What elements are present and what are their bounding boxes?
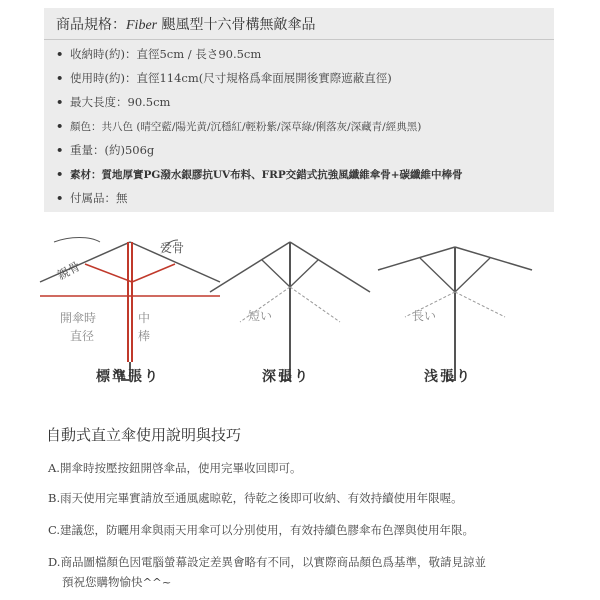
label-shaft-2: 棒 [138,329,151,343]
bullet: • [56,191,64,205]
caption-deep: 深張り [262,369,310,385]
canopy-right [290,242,370,292]
spec-text: 素材：質地厚實PG潑水銀膠抗UV布料、FRP交錯式抗強風纖維傘骨+碳纖維中棒骨 [70,169,463,181]
tip-d-continued: 預祝您購物愉快^^~ [62,575,172,589]
canopy-left [378,247,455,270]
diagram-standard [40,238,220,381]
tip-d: D.商品圖檔顏色因電腦螢幕設定差異會略有不同，以實際商品顏色爲基準，敬請見諒並 [48,555,486,569]
caption-shallow: 浅張り [424,369,472,385]
bullet: • [56,71,64,85]
spec-row-colors [56,114,551,138]
bullet: • [56,119,64,133]
spec-text: 使用時(約)：直徑114cm(尺寸規格爲傘面展開後實際遮蔽直徑) [70,71,392,85]
canopy-right [455,247,532,270]
stretcher-right [455,258,490,292]
spec-list [56,42,551,210]
spec-text: 收納時(約)：直徑5cm / 長さ90.5cm [70,47,262,61]
spec-row-storage [56,42,551,66]
spec-text: 顏色：共八色 (晴空藍/陽光黄/沉穩紅/輕粉紫/深草綠/俐落灰/深藏青/經典黑) [70,121,422,133]
spec-title [56,12,316,38]
stretcher-right [290,260,318,287]
diagram-shallow [378,247,532,380]
label-stretcher: 受骨 [160,241,185,255]
stretcher-left [262,260,290,287]
spec-row-length [56,90,551,114]
brand-name: Fiber [126,18,158,33]
spec-text: 最大長度：90.5cm [70,95,171,109]
stretcher-left [420,258,455,292]
bullet: • [56,47,64,61]
stretcher-right [132,264,175,282]
spec-title-prefix: 商品規格： [56,17,126,33]
usage-title: 自動式直立傘使用說明與技巧 [46,426,242,444]
depth-guide-right [290,287,340,322]
label-long: 長い [412,309,437,323]
bullet: • [56,143,64,157]
spec-row-weight [56,138,551,162]
spec-row-accessories [56,186,551,210]
spec-title-product: 颶風型十六骨構無敵傘品 [157,17,316,33]
tip-b: B.雨天使用完畢實請放至通風處晾乾，待乾之後即可收納、有效持續使用年限喔。 [48,491,463,505]
rib-pointer [54,238,100,243]
label-shaft: 中 [138,311,151,325]
depth-guide-right [455,292,505,317]
spec-text: 付属品：無 [70,191,128,205]
label-rib: 親骨 [54,259,83,283]
caption-standard: 標準張り [96,369,160,385]
label-open-diameter: 開傘時 [60,311,97,325]
diagram-deep [210,242,370,380]
spec-row-use [56,66,551,90]
spec-text: 重量：(約)506g [70,143,155,157]
spec-row-material [56,162,551,186]
label-diameter: 直径 [70,329,95,343]
tip-a: A.開傘時按壓按鈕開啓傘品，使用完畢收回即可。 [48,461,302,475]
canopy-left [210,242,290,292]
spec-panel [44,8,554,212]
bullet: • [56,95,64,109]
bullet: • [56,167,64,181]
tip-c: C.建議您，防曬用傘與雨天用傘可以分別使用，有效持續色膠傘布色澤與使用年限。 [48,523,475,537]
label-short: 短い [248,309,273,323]
stretcher-left [85,264,132,282]
